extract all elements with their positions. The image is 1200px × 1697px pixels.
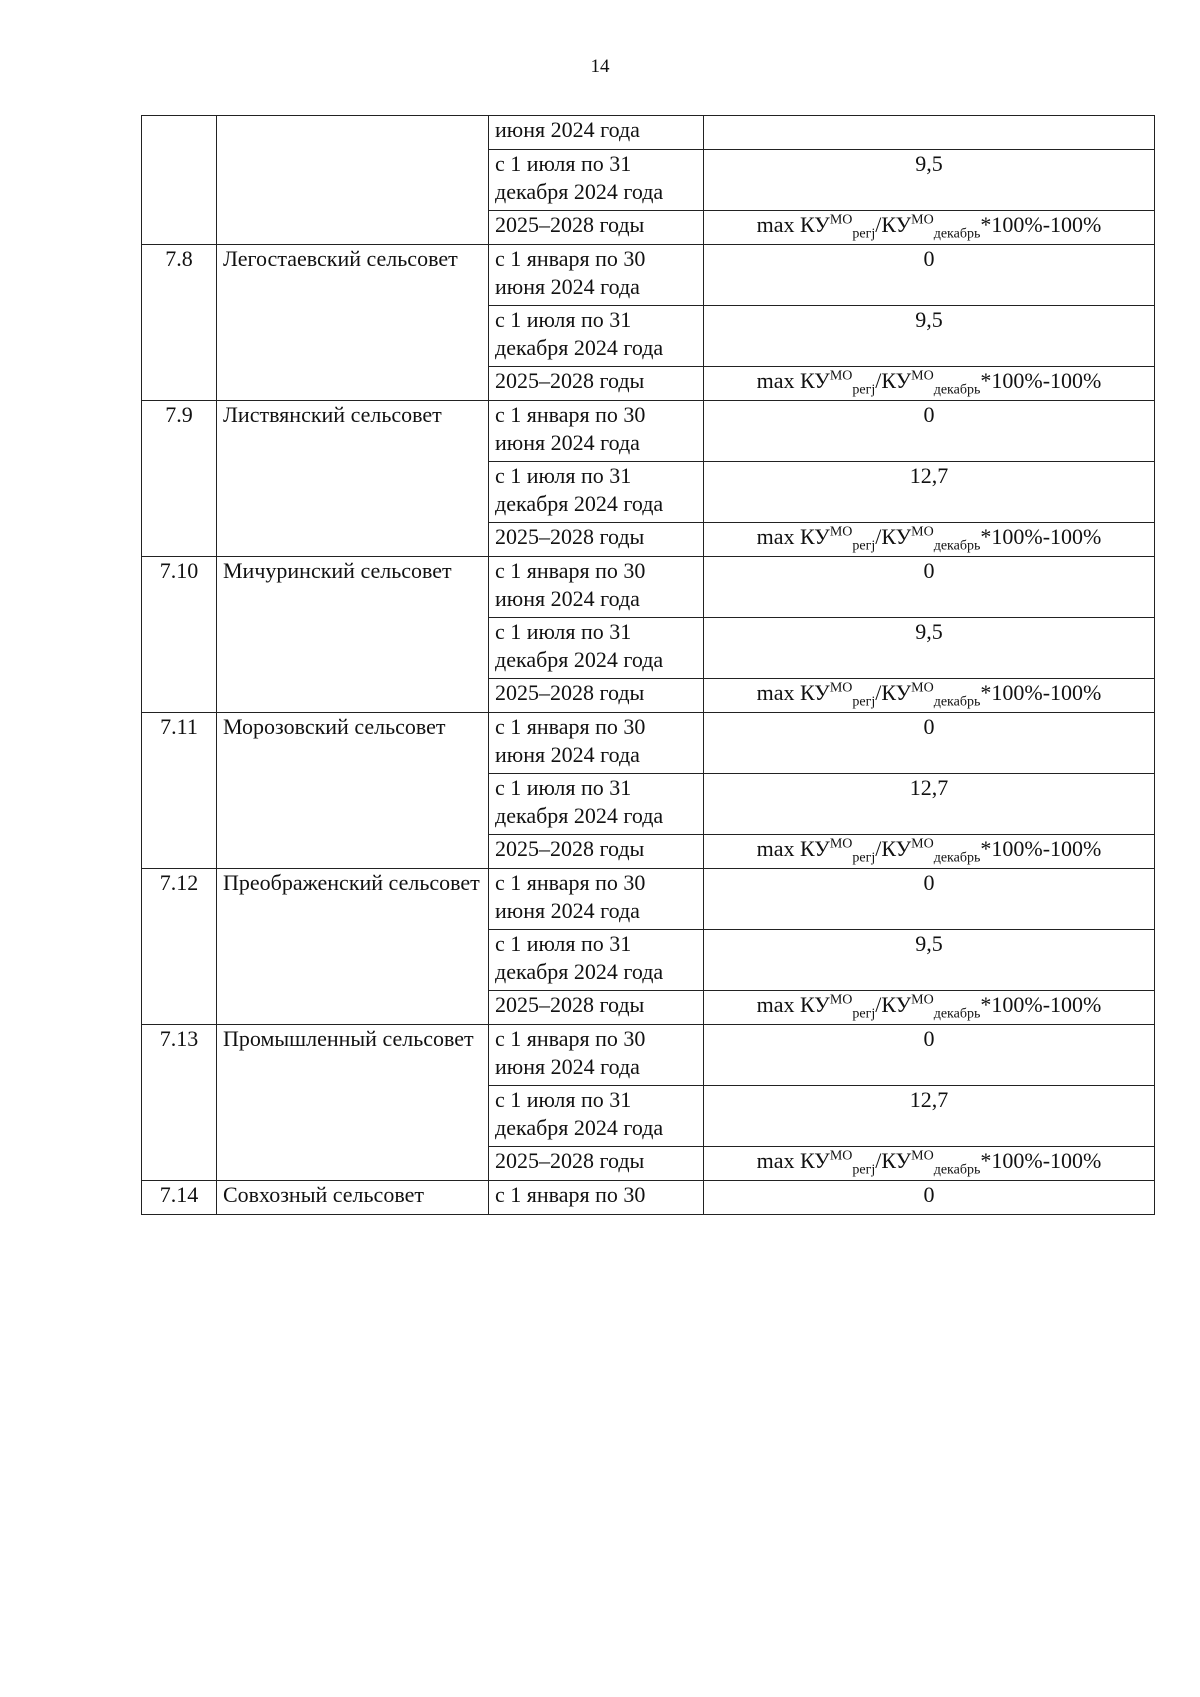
table-row (142, 1025, 1155, 1086)
value-cell (704, 835, 1155, 869)
formula-prefix: max КУ (756, 524, 830, 549)
period-cell: с 1 июля по 31 декабря 2024 года (489, 150, 704, 211)
formula-mid: /КУ (875, 368, 912, 393)
formula-sup: МО (829, 1148, 853, 1164)
formula-sup: МО (911, 836, 934, 852)
formula-sub: декабрь (933, 538, 981, 554)
period-cell: с 1 июля по 31 декабря 2024 года (489, 930, 704, 991)
formula-sub: декабрь (933, 1006, 981, 1022)
formula-sup: МО (829, 680, 853, 696)
value-cell (704, 367, 1155, 401)
value-cell (704, 1147, 1155, 1181)
formula-suffix: *100%-100% (980, 680, 1102, 705)
formula-mid: /КУ (875, 992, 912, 1017)
value-cell: 0 (704, 1025, 1155, 1086)
row-number: 7.14 (142, 1181, 217, 1215)
formula-sub: декабрь (933, 382, 981, 398)
row-number: 7.12 (142, 869, 217, 1025)
municipality-name: Листвянский сельсовет (217, 401, 489, 557)
formula-suffix: *100%-100% (980, 1148, 1102, 1173)
value-cell (704, 679, 1155, 713)
formula-prefix: max КУ (756, 992, 830, 1017)
municipality-name: Совхозный сельсовет (217, 1181, 489, 1215)
formula-mid: /КУ (875, 836, 912, 861)
formula-suffix: *100%-100% (980, 992, 1102, 1017)
table-row (142, 116, 1155, 150)
period-cell: 2025–2028 годы (489, 367, 704, 401)
formula-sup: МО (911, 368, 934, 384)
period-cell: 2025–2028 годы (489, 679, 704, 713)
value-cell: 0 (704, 713, 1155, 774)
formula-sub: регj (852, 850, 876, 866)
formula-sub: регj (852, 1162, 876, 1178)
value-cell: 0 (704, 401, 1155, 462)
value-cell: 9,5 (704, 618, 1155, 679)
municipality-name: Преображенский сельсовет (217, 869, 489, 1025)
row-number: 7.13 (142, 1025, 217, 1181)
value-cell: 0 (704, 245, 1155, 306)
table-row (142, 1181, 1155, 1215)
value-cell: 9,5 (704, 930, 1155, 991)
value-cell: 0 (704, 557, 1155, 618)
municipality-name: Морозовский сельсовет (217, 713, 489, 869)
period-cell: с 1 января по 30 июня 2024 года (489, 713, 704, 774)
period-cell: с 1 января по 30 июня 2024 года (489, 869, 704, 930)
value-cell: 9,5 (704, 306, 1155, 367)
formula-sub: регj (852, 226, 876, 242)
municipality-name (217, 116, 489, 245)
period-cell: с 1 января по 30 июня 2024 года (489, 245, 704, 306)
formula-prefix: max КУ (756, 212, 830, 237)
formula-mid: /КУ (875, 524, 912, 549)
municipality-name: Легостаевский сельсовет (217, 245, 489, 401)
page-number: 14 (590, 56, 610, 77)
formula-mid: /КУ (875, 212, 912, 237)
formula-sub: регj (852, 538, 876, 554)
period-cell: с 1 января по 30 июня 2024 года (489, 1025, 704, 1086)
row-number: 7.10 (142, 557, 217, 713)
table-row (142, 869, 1155, 930)
formula-sup: МО (829, 212, 853, 228)
formula-sub: декабрь (933, 226, 981, 242)
value-cell (704, 523, 1155, 557)
value-cell: 0 (704, 1181, 1155, 1215)
period-cell: с 1 июля по 31 декабря 2024 года (489, 774, 704, 835)
period-cell: с 1 июля по 31 декабря 2024 года (489, 462, 704, 523)
period-cell: июня 2024 года (489, 116, 704, 150)
period-cell: с 1 июля по 31 декабря 2024 года (489, 618, 704, 679)
formula-sup: МО (829, 836, 853, 852)
value-cell: 12,7 (704, 774, 1155, 835)
formula-sup: МО (911, 992, 934, 1008)
row-number (142, 116, 217, 245)
table-row (142, 245, 1155, 306)
formula-sub: регj (852, 694, 876, 710)
table-body (142, 116, 1155, 1215)
value-cell: 9,5 (704, 150, 1155, 211)
formula-mid: /КУ (875, 680, 912, 705)
value-cell: 0 (704, 869, 1155, 930)
municipality-name: Мичуринский сельсовет (217, 557, 489, 713)
period-cell: с 1 января по 30 июня 2024 года (489, 557, 704, 618)
formula-suffix: *100%-100% (980, 212, 1102, 237)
formula-sub: декабрь (933, 850, 981, 866)
value-cell: 12,7 (704, 462, 1155, 523)
table-row (142, 557, 1155, 618)
row-number: 7.9 (142, 401, 217, 557)
municipality-name: Промышленный сельсовет (217, 1025, 489, 1181)
formula-sub: декабрь (933, 1162, 981, 1178)
formula-sup: МО (911, 1148, 934, 1164)
formula-sub: регj (852, 1006, 876, 1022)
formula-suffix: *100%-100% (980, 524, 1102, 549)
row-number: 7.8 (142, 245, 217, 401)
value-cell (704, 211, 1155, 245)
period-cell: 2025–2028 годы (489, 991, 704, 1025)
formula-mid: /КУ (875, 1148, 912, 1173)
period-cell: 2025–2028 годы (489, 523, 704, 557)
formula-sup: МО (911, 680, 934, 696)
table-row (142, 401, 1155, 462)
period-cell: 2025–2028 годы (489, 1147, 704, 1181)
value-cell: 12,7 (704, 1086, 1155, 1147)
period-cell: с 1 января по 30 июня 2024 года (489, 401, 704, 462)
period-cell: с 1 июля по 31 декабря 2024 года (489, 306, 704, 367)
formula-suffix: *100%-100% (980, 368, 1102, 393)
formula-sup: МО (829, 368, 853, 384)
formula-sup: МО (829, 524, 853, 540)
formula-sup: МО (911, 524, 934, 540)
value-cell (704, 116, 1155, 150)
period-cell: с 1 января по 30 (489, 1181, 704, 1215)
row-number: 7.11 (142, 713, 217, 869)
formula-prefix: max КУ (756, 836, 830, 861)
formula-suffix: *100%-100% (980, 836, 1102, 861)
formula-prefix: max КУ (756, 368, 830, 393)
formula-sup: МО (911, 212, 934, 228)
value-cell (704, 991, 1155, 1025)
formula-sup: МО (829, 992, 853, 1008)
period-cell: 2025–2028 годы (489, 835, 704, 869)
formula-prefix: max КУ (756, 1148, 830, 1173)
period-cell: 2025–2028 годы (489, 211, 704, 245)
formula-sub: регj (852, 382, 876, 398)
formula-prefix: max КУ (756, 680, 830, 705)
table-row (142, 713, 1155, 774)
data-table (141, 115, 1155, 1215)
period-cell: с 1 июля по 31 декабря 2024 года (489, 1086, 704, 1147)
formula-sub: декабрь (933, 694, 981, 710)
